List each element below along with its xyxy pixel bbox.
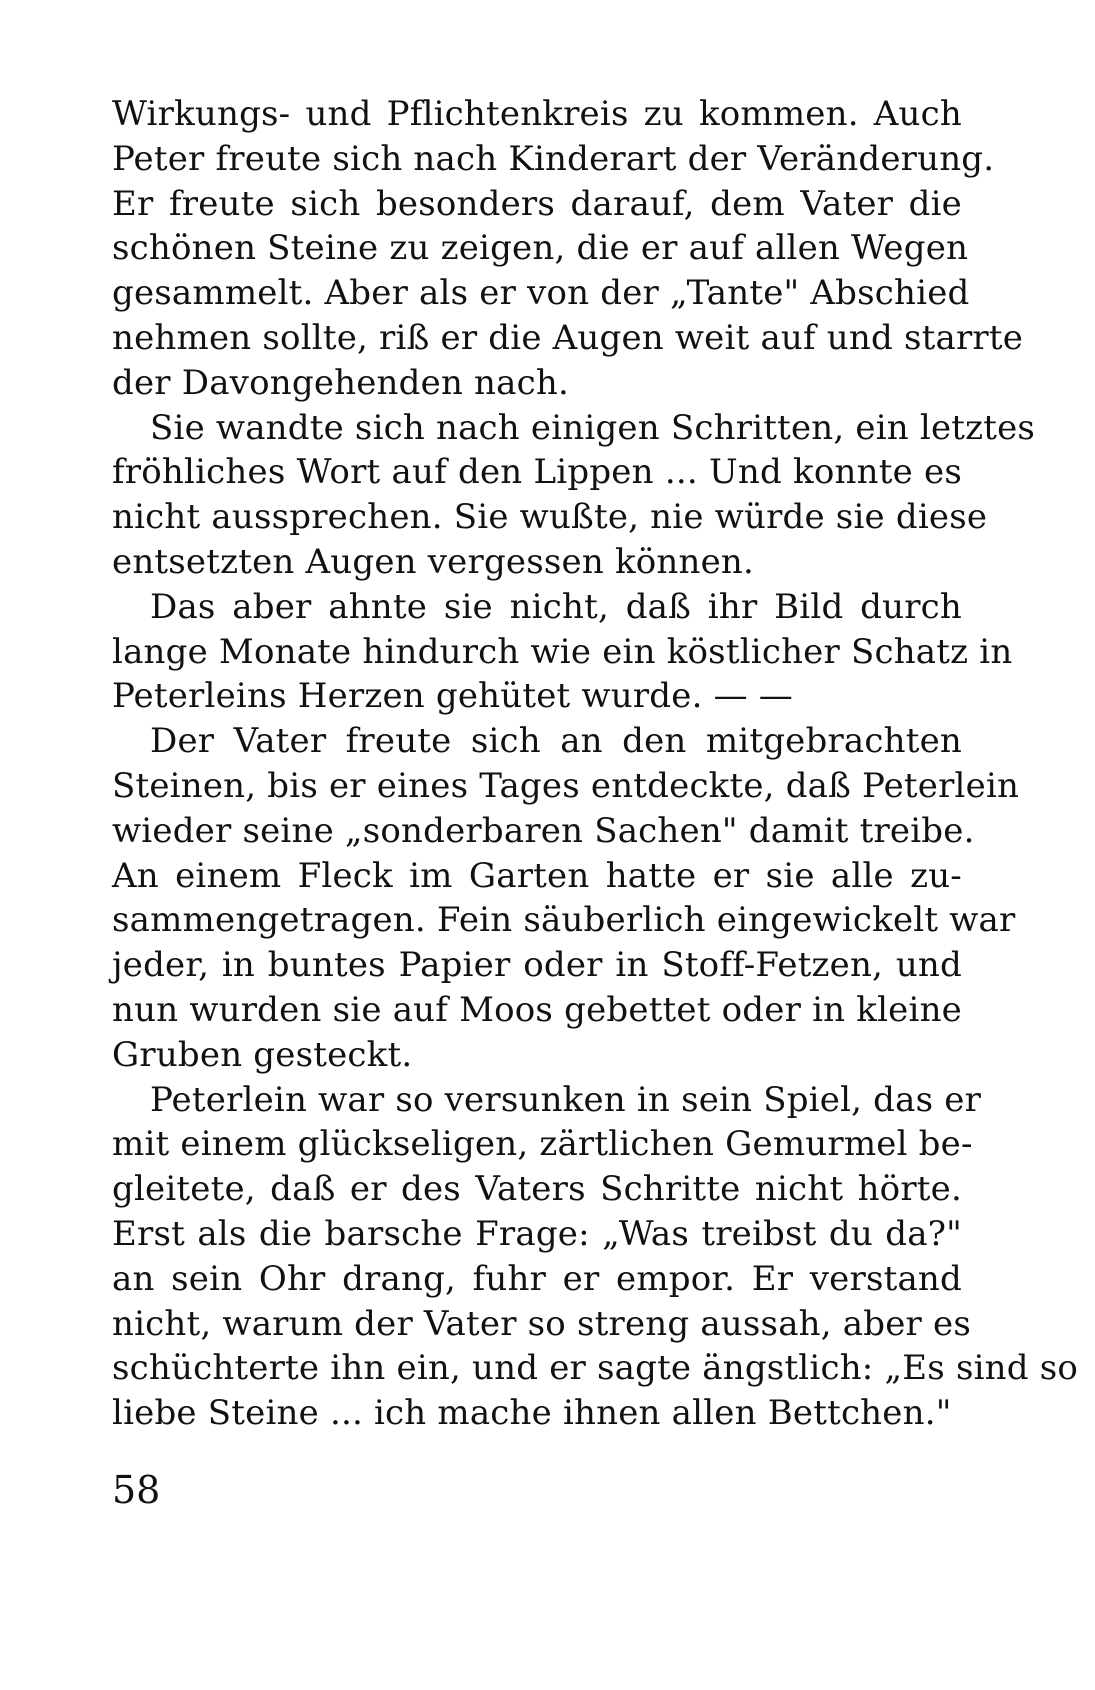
text-line: gesammelt. Aber als er von der „Tante" Abschied [112, 273, 970, 314]
text-line: Gruben gesteckt. [112, 1034, 413, 1075]
text-line: gleitete, daß er des Vaters Schritte nicht hörte. [112, 1169, 962, 1210]
text-line: nicht, warum der Vater so streng aussah, aber es [112, 1303, 971, 1344]
text-line: Er freute sich besonders darauf, dem Vater die [112, 183, 962, 224]
text-line: nun wurden sie auf Moos gebettet oder in kleine [112, 989, 962, 1030]
text-line: Peterleins Herzen gehütet wurde. — — [112, 676, 793, 717]
text-line: liebe Steine ... ich mache ihnen allen Bettchen." [112, 1393, 952, 1434]
text-line: nicht aussprechen. Sie wußte, nie würde sie diese [112, 497, 988, 538]
text-line: an sein Ohr drang, fuhr er empor. Er verstand [112, 1258, 962, 1299]
text-line: nehmen sollte, riß er die Augen weit auf und starrte [112, 317, 1024, 358]
text-line: Sie wandte sich nach einigen Schritten, ein letztes [150, 407, 1036, 448]
body-text [112, 92, 1079, 1436]
text-line: fröhliches Wort auf den Lippen ... Und konnte es [112, 452, 962, 493]
text-line: Peterlein war so versunken in sein Spiel, das er [150, 1079, 982, 1120]
page-number: 58 [112, 1468, 161, 1512]
text-line: Steinen, bis er eines Tages entdeckte, daß Peterlein [112, 765, 1020, 806]
text-line: entsetzten Augen vergessen können. [112, 541, 755, 582]
text-line: Der Vater freute sich an den mitgebrachten [150, 721, 962, 762]
text-line: sammengetragen. Fein säuberlich eingewickelt war [112, 900, 1016, 941]
text-line: wieder seine „sonderbaren Sachen" damit treibe. [112, 810, 975, 851]
text-line: Erst als die barsche Frage: „Was treibst du da?" [112, 1213, 962, 1254]
text-line: schüchterte ihn ein, und er sagte ängstlich: „Es sind so [112, 1348, 1079, 1389]
text-line: Wirkungs- und Pflichtenkreis zu kommen. Auch [112, 94, 962, 134]
text-line: jeder, in buntes Papier oder in Stoff-Fetzen, und [112, 945, 962, 986]
text-line: schönen Steine zu zeigen, die er auf allen Wegen [112, 228, 969, 269]
text-line: Das aber ahnte sie nicht, daß ihr Bild durch [150, 586, 962, 627]
text-line: mit einem glückseligen, zärtlichen Gemurmel be- [112, 1124, 973, 1165]
text-line: An einem Fleck im Garten hatte er sie alle zu- [112, 855, 962, 896]
text-line: der Davongehenden nach. [112, 362, 569, 403]
text-line: lange Monate hindurch wie ein köstlicher Schatz in [112, 631, 1013, 672]
text-line: Peter freute sich nach Kinderart der Veränderung. [112, 138, 995, 179]
